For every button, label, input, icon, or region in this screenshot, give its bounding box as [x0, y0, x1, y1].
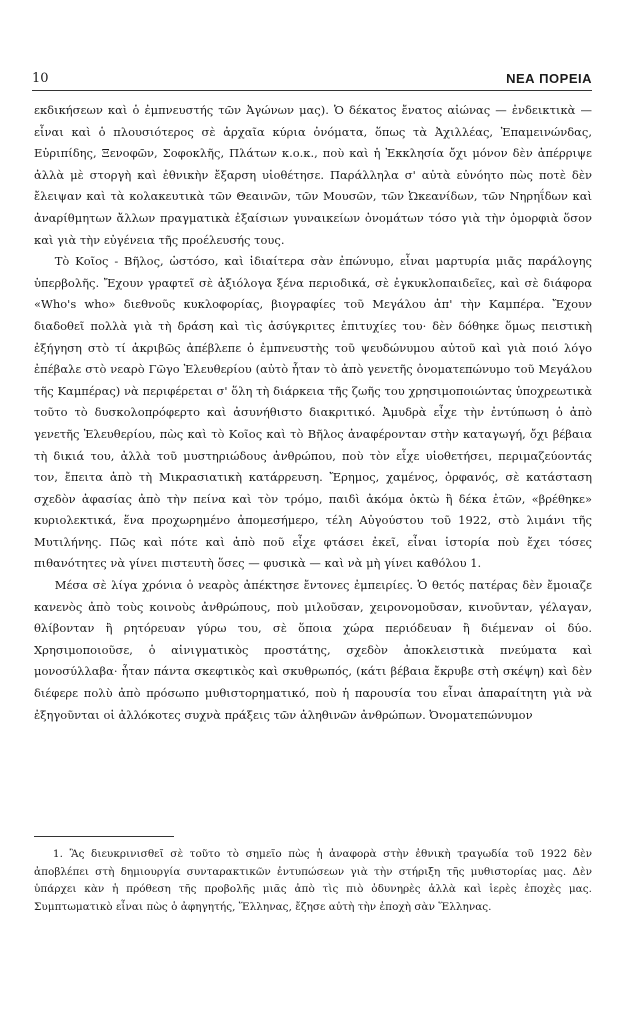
footnote — [34, 846, 592, 916]
body-text — [34, 100, 592, 726]
footnote-text: 1. Ἂς διευκρινισθεῖ σὲ τοῦτο τὸ σημεῖο πὼς ἡ ἀναφορὰ στὴν ἐθνικὴ τραγωδία τοῦ 1922 δὲν ἀποβλέπει στὴ δημιουργία συνταρακτικῶν ἐντυπώσεων γιὰ τὴν στήριξη τῆς μυθιστορίας μας. Δὲν ὑπάρχει κὰν ἡ πρόθεση τῆς προβολῆς μιᾶς ἀπὸ τὶς πιὸ ὀδυνηρὲς ἀλλὰ καὶ ἱερὲς ἐποχὲς μας. Συμπτωματικὸ εἶναι πὼς ὁ ἀφηγητής, Ἕλληνας, ἔζησε αὐτὴ τὴν ἐποχὴ σὰν Ἕλληνας. — [34, 848, 592, 913]
page-header — [32, 66, 592, 86]
header-rule — [32, 90, 592, 91]
footnote-rule — [34, 836, 174, 837]
running-head: ΝΕΑ ΠΟΡΕΙΑ — [506, 71, 592, 86]
paragraph: εκδικήσεων καὶ ὁ ἐμπνευστής τῶν Ἀγώνων μας). Ὁ δέκατος ἔνατος αἰώνας — ἐνδεικτικὰ — εἶναι καὶ ὁ πλουσιότερος σὲ ἀρχαῖα κύρια ὀνόματα, ὅπως τὰ Ἀχιλλέας, Ἐπαμεινώνδας, Εὐριπίδης, Ξενοφῶν, Σοφοκλῆς, Πλάτων κ.ο.κ., ποὺ καὶ ἡ Ἐκκλησία ὄχι μόνον δὲν ἀπέρριψε ἀλλὰ μὲ στοργὴ καὶ ἐθνικὴν ἔξαρση υἱοθέτησε. Παράλληλα σ' αὐτὰ εὐνόητο πὼς ποτὲ δὲν ἔλειψαν καὶ τὰ κολακευτικὰ τῶν Θεαινῶν, τῶν Μουσῶν, τῶν Ὠκεανίδων, τῶν Νηρηΐδων καὶ ἀναρίθμητων ἄλλων πραγματικὰ ἐξαίσιων γυναικείων ὀνομάτων τόσο γιὰ τὴν ὀμορφιὰ ὅσον καὶ γιὰ τὴν εὐγένεια τῆς προέλευσής τους. — [34, 103, 592, 247]
page-number: 10 — [32, 71, 49, 86]
paragraph: Τὸ Κοῖος - Βῆλος, ὡστόσο, καὶ ἰδιαίτερα σὰν ἐπώνυμο, εἶναι μαρτυρία μιᾶς παράλογης ὑπερβολῆς. Ἔχουν γραφτεῖ σὲ ἀξιόλογα ξένα περιοδικά, σὲ ἐγκυκλοπαιδεῖες, καὶ σὲ διάφορα «Who's who» διεθνοῦς κυκλοφορίας, βιογραφίες τοῦ Μεγάλου ἀπ' τὴν Καμπέρα. Ἔχουν διαδοθεῖ πολλὰ γιὰ τὴ δράση καὶ τὶς ἀσύγκριτες ἐπιτυχίες του· δὲν δόθηκε ὅμως πειστικὴ ἐξήγηση στὸ τί ἀκριβῶς ἀπέβλεπε ὁ ἐμπνευστὴς τοῦ ψευδώνυμου αὐτοῦ καὶ γιὰ ποιό λόγο ἐπέβαλε στὸ νεαρὸ Γῶγο Ἐλευθερίου (αὐτὸ ἦταν τὸ ἀπὸ γενετῆς ὀνοματεπώνυμο τοῦ Μεγάλου τῆς Καμπέρας) νὰ περιφέρεται σ' ὅλη τὴ διάρκεια τῆς ζωῆς του χρησιμοποιώντας ὑποχρεωτικὰ τοῦτο τὸ δυσκολοπρόφερτο καὶ ἀσυνήθιστο διακριτικό. Ἀμυδρὰ εἶχε τὴν ἐντύπωση ὁ ἀπὸ γενετῆς Ἐλευθερίου, πὼς καὶ τὸ Κοῖος καὶ τὸ Βῆλος ἀναφέρονταν στὴν καταγωγή, ὄχι βέβαια τὴ δικιά του, ἀλλὰ τοῦ μυστηριώδους ἀνθρώπου, ποὺ τὸν εἶχε υἱοθετήσει, περιμαζεύοντάς τον, ἔπειτα ἀπὸ τὴ Μικρασιατικὴ κατάρρευση. Ἔρημος, χαμένος, ὀρφανός, σὲ κατάσταση σχεδὸν ἀφασίας ἀπὸ τὴν πείνα καὶ τὸν τρόμο, παιδὶ ἀκόμα ὀκτὼ ἢ δέκα ἐτῶν, «βρέθηκε» κυριολεκτικά, ἕνα προχωρημένο ἀπομεσήμερο, τέλη Αὐγούστου τοῦ 1922, στὸ λιμάνι τῆς Μυτιλήνης. Πῶς καὶ πότε καὶ ἀπὸ ποῦ εἶχε φτάσει ἐκεῖ, εἶναι ἱστορία ποὺ ἔχει τόσες πιθανότητες νὰ γίνει πιστευτὴ ὅσες — φυσικὰ — καὶ νὰ μὴ γίνει καθόλου 1. — [34, 254, 592, 571]
paragraph: Μέσα σὲ λίγα χρόνια ὁ νεαρὸς ἀπέκτησε ἔντονες ἐμπειρίες. Ὁ θετός πατέρας δὲν ἔμοιαζε κανενὸς ἀπὸ τοὺς κοινοὺς ἀνθρώπους, ποὺ μιλοῦσαν, χειρονομοῦσαν, κινοῦνταν, γέλαγαν, θλίβονταν ἢ ρητόρευαν γύρω του, σὲ ὅποια χώρα περιόδευαν ἢ διέμεναν οἱ δύο. Χρησιμοποιοῦσε, ὁ αἰνιγματικὸς προστάτης, σχεδὸν ἀποκλειστικὰ πνεύματα καὶ μονοσύλλαβα· ἦταν πάντα σκεφτικὸς καὶ σκυθρωπός, (κάτι βέβαια ἔκρυβε στὴ σκέψη) καὶ δὲν διέφερε πολὺ ἀπὸ πρόσωπο μυθιστορηματικό, ποὺ ἡ παρουσία του εἶναι ἀπαραίτητη γιὰ νὰ ἐξηγοῦνται οἱ ἀλλόκοτες συχνὰ πράξεις τῶν ἀληθινῶν ἀνθρώπων. Ὀνοματεπώνυμον — [34, 578, 592, 722]
